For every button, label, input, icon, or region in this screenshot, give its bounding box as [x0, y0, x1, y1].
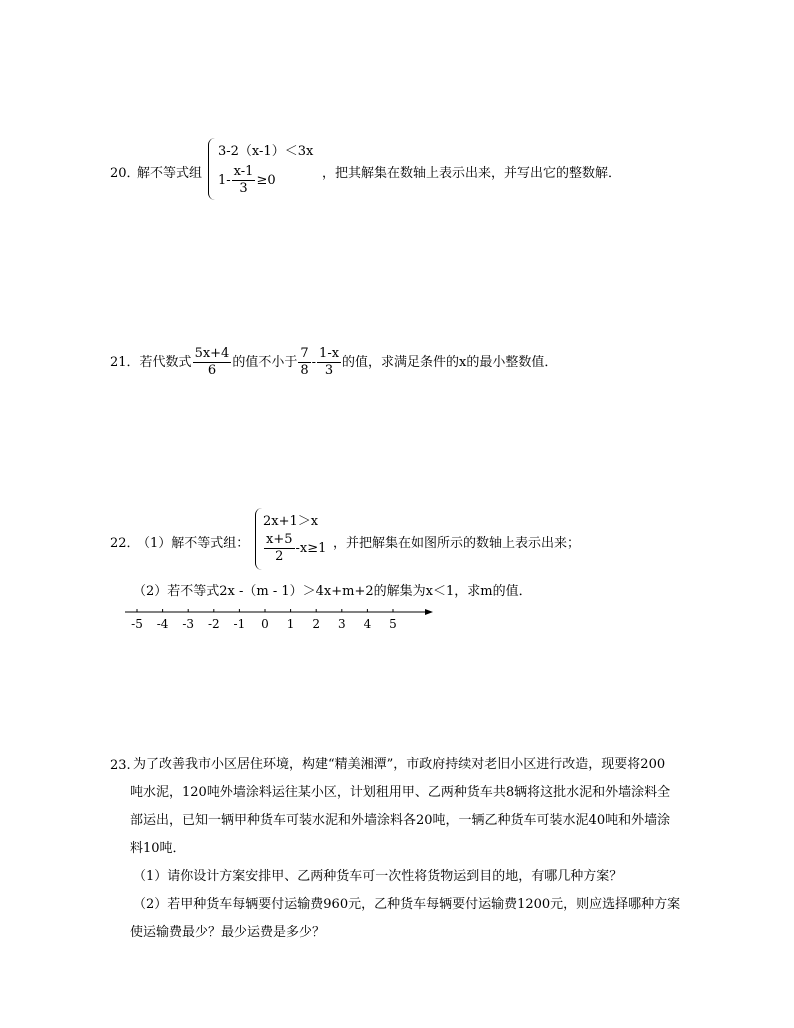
question-tail: ，把其解集在数轴上表示出来，并写出它的整数解．	[322, 166, 622, 181]
number-line-label: 1	[286, 617, 295, 631]
sub-question-1: （1）请你设计方案安排甲、乙两种货车可一次性将货物运到目的地，有哪几种方案？	[133, 869, 623, 884]
question-number: 20．	[110, 166, 140, 181]
question-21: 21．若代数式 $\frac{5x+4}{6}$ 的值不小于 $\frac{7}{8}$ - $\frac{1-x}{3}$ 的值，求满足条件的x的最小整数值．	[110, 346, 558, 378]
left-brace	[255, 508, 262, 570]
body-line: 使运输费最少？最少运费是多少？	[130, 925, 326, 940]
number-line-label: -3	[182, 617, 195, 631]
body-line: 料10吨．	[130, 841, 186, 856]
body-line: 部运出，已知一辆甲种货车可装水泥和外墙涂料各20吨，一辆乙种货车可装水泥40吨和外墙涂	[130, 813, 671, 828]
body-line: 吨水泥，120吨外墙涂料运往某小区，计划租用甲、乙两种货车共8辆将这批水泥和外墙涂料全	[130, 785, 671, 800]
inequality-line-2: 1- $\frac{x-1}{3}$ ≥0	[218, 164, 276, 196]
fraction: $\frac{5x+4}{6}$	[194, 346, 230, 378]
inequality-line-1: 3-2（x-1）＜3x	[218, 144, 314, 159]
question-body	[130, 751, 733, 947]
number-line-label: 0	[261, 617, 269, 631]
question-number: 21．	[110, 355, 140, 370]
part-1-tail: ，并把解集在如图所示的数轴上表示出来；	[333, 536, 581, 551]
part-1-lead: （1）解不等式组：	[137, 536, 250, 551]
question-number: 22．	[110, 536, 140, 551]
number-line-label: -1	[233, 617, 246, 631]
number-line-label: 4	[363, 617, 372, 631]
part-2: （2）若不等式2x -（m - 1）＞4x+m+2的解集为x＜1，求m的值．	[133, 584, 532, 599]
body-line: 为了改善我市小区居住环境，构建“精美湘潭”，市政府持续对老旧小区进行改造，现要将200	[133, 757, 666, 772]
number-line-label: -4	[156, 617, 169, 631]
question-number: 23.	[110, 758, 131, 773]
number-line-label: -5	[131, 617, 143, 631]
number-line-label: 5	[389, 617, 397, 631]
inequality-line-1: 2x+1＞x	[263, 514, 319, 529]
sub-question-2: （2）若甲种货车每辆要付运输费960元，乙种货车每辆要付运输费1200元，则应选择哪种方案	[133, 897, 681, 912]
fraction: $\frac{1-x}{3}$	[319, 346, 340, 378]
number-line-label: 3	[337, 617, 346, 631]
number-line	[125, 600, 435, 636]
inequality-line-2: $\frac{x+5}{2}$ -x≥1	[266, 532, 327, 564]
number-line-label: -2	[207, 617, 220, 631]
left-brace	[208, 138, 215, 200]
question-lead: 解不等式组	[137, 166, 203, 181]
number-line-label: 2	[312, 617, 321, 631]
fraction: $\frac{7}{8}$	[300, 346, 309, 378]
